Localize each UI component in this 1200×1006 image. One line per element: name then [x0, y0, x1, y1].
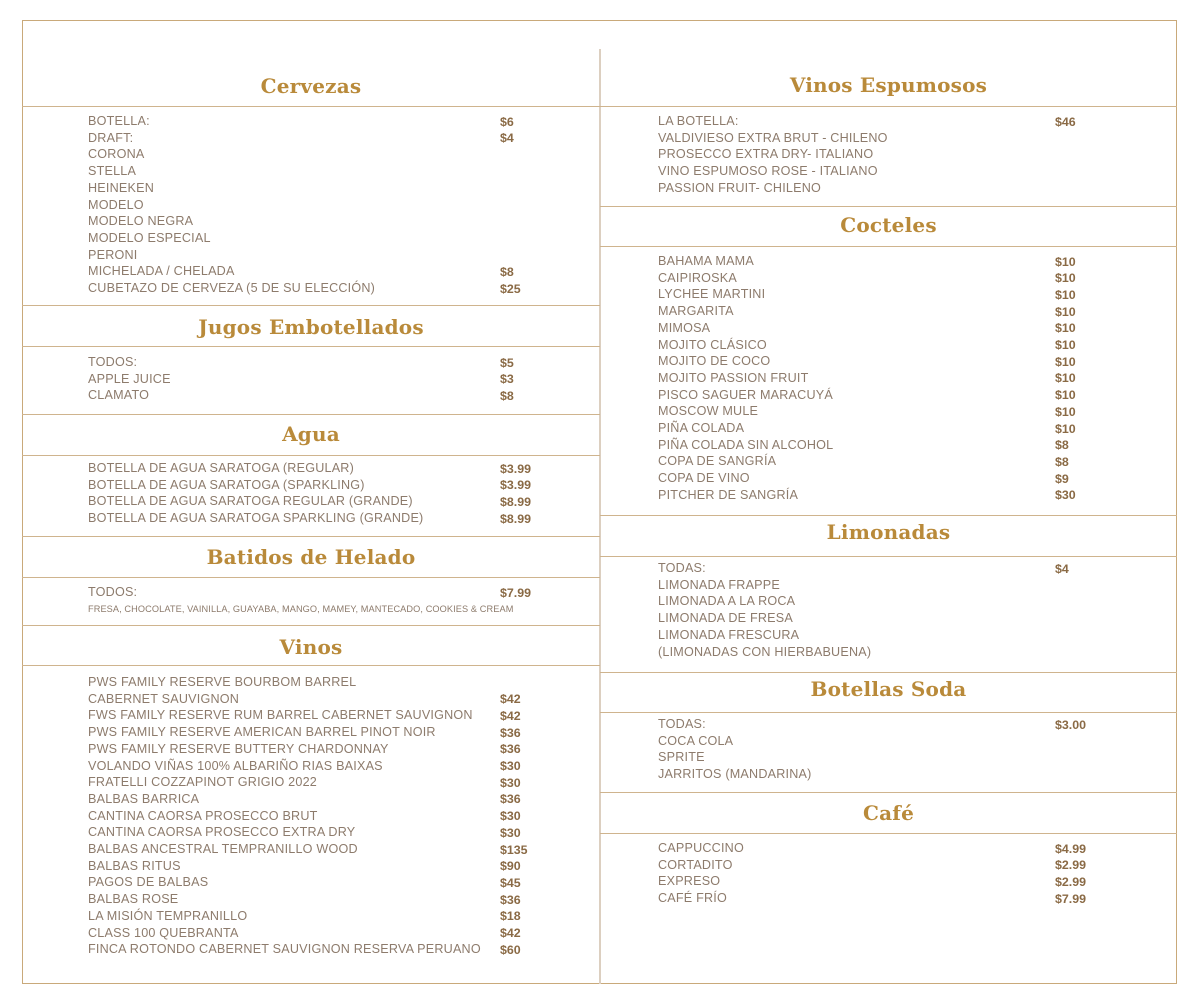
section-divider — [22, 346, 600, 347]
menu-item-price: $42 — [500, 692, 521, 707]
menu-item-price: $42 — [500, 926, 521, 940]
menu-item-name: FINCA ROTONDO CABERNET SAUVIGNON RESERVA PERUANO — [88, 942, 481, 957]
menu-item-price: $7.99 — [1055, 891, 1087, 906]
section-title-batidos: Batidos de Helado — [206, 545, 416, 569]
menu-item-name: PITCHER DE SANGRÍA — [658, 487, 799, 502]
menu-item-name: DRAFT: — [88, 130, 134, 145]
menu-item-name: APPLE JUICE — [88, 371, 171, 386]
section-divider — [600, 556, 1177, 557]
menu-item-price: $90 — [500, 859, 521, 874]
menu-item-name: BALBAS ANCESTRAL TEMPRANILLO WOOD — [88, 842, 358, 856]
menu-item-price: $10 — [1055, 287, 1076, 302]
menu-item-name: CLAMATO — [88, 388, 150, 403]
menu-item-name: EXPRESO — [658, 874, 721, 889]
menu-item-price: $30 — [500, 825, 521, 840]
menu-item-name: BOTELLA DE AGUA SARATOGA (SPARKLING) — [88, 477, 365, 492]
menu-item-name: CABERNET SAUVIGNON — [88, 691, 240, 706]
menu-item-price: $46 — [1055, 114, 1076, 129]
menu-item-name: MOJITO PASSION FRUIT — [658, 370, 809, 385]
menu-item-price: $10 — [1055, 304, 1076, 319]
menu-item-name: BOTELLA DE AGUA SARATOGA REGULAR (GRANDE) — [88, 494, 413, 509]
menu-item-price: $25 — [500, 281, 521, 296]
menu-item-price: $10 — [1055, 338, 1076, 352]
menu-item-price: $10 — [1055, 404, 1076, 419]
menu-item-name: COCA COLA — [658, 733, 734, 748]
menu-item-name: LYCHEE MARTINI — [658, 287, 766, 302]
menu-item-name: CORTADITO — [658, 857, 733, 872]
menu-item-price: $8.99 — [500, 494, 532, 509]
menu-item-name: MODELO ESPECIAL — [88, 230, 211, 245]
menu-item-name: FWS FAMILY RESERVE RUM BARREL CABERNET SAUVIGNON — [88, 708, 473, 723]
menu-item-price: $30 — [500, 775, 521, 790]
menu-item-name: SPRITE — [658, 750, 705, 765]
menu-item-name: MIMOSA — [658, 320, 711, 335]
menu-item-price: $135 — [500, 842, 528, 857]
section-divider — [22, 305, 600, 306]
menu-item-name: MODELO NEGRA — [88, 214, 194, 229]
menu-item-price: $3 — [500, 372, 514, 387]
menu-item-name: PWS FAMILY RESERVE BUTTERY CHARDONNAY — [88, 741, 389, 756]
menu-item-price: $30 — [1055, 488, 1076, 503]
menu-item-name: BALBAS RITUS — [88, 858, 181, 873]
menu-item-price: $8 — [1055, 454, 1069, 469]
menu-item-price: $36 — [500, 725, 521, 740]
menu-item-name: MOSCOW MULE — [658, 404, 759, 419]
menu-item-name: HEINEKEN — [88, 180, 154, 195]
menu-item-price: $5 — [500, 355, 514, 370]
menu-item-name: PIÑA COLADA SIN ALCOHOL — [658, 437, 834, 452]
menu-item-name: CAFÉ FRÍO — [658, 891, 727, 906]
menu-item-price: $8 — [500, 264, 514, 279]
menu-item-price: $2.99 — [1055, 858, 1087, 873]
menu-item-name: BALBAS BARRICA — [88, 791, 200, 806]
menu-item-name: PAGOS DE BALBAS — [88, 875, 209, 890]
menu-item-name: CANTINA CAORSA PROSECCO EXTRA DRY — [88, 825, 356, 840]
section-divider — [22, 414, 600, 415]
menu-item-name: VOLANDO VIÑAS 100% ALBARIÑO RIAS BAIXAS — [88, 758, 383, 773]
section-divider — [600, 246, 1177, 247]
section-divider — [22, 106, 600, 107]
menu-item-name: TODAS: — [658, 717, 706, 731]
menu-item-name: BOTELLA DE AGUA SARATOGA SPARKLING (GRANDE) — [88, 511, 424, 526]
menu-item-price: $3.99 — [500, 461, 532, 476]
menu-item-name: CAIPIROSKA — [658, 270, 737, 285]
menu-item-name: LA MISIÓN TEMPRANILLO — [88, 908, 248, 923]
menu-item-price: $45 — [500, 875, 521, 890]
section-divider — [22, 665, 600, 666]
menu-item-name: VINO ESPUMOSO ROSE - ITALIANO — [658, 164, 878, 179]
menu-item-price: $36 — [500, 792, 521, 807]
section-divider — [22, 577, 600, 578]
menu-item-name: PWS FAMILY RESERVE BOURBOM BARREL — [88, 675, 357, 689]
menu-item-name: BOTELLA DE AGUA SARATOGA (REGULAR) — [88, 461, 354, 475]
section-title-espumosos: Vinos Espumosos — [789, 73, 988, 97]
menu-item-name: LIMONADA A LA ROCA — [658, 594, 796, 609]
menu-item-price: $30 — [500, 809, 521, 824]
menu-item-name: PIÑA COLADA — [658, 421, 745, 435]
menu-item-price: $6 — [500, 114, 514, 129]
menu-item-name: COPA DE SANGRÍA — [658, 454, 777, 469]
menu-item-price: $36 — [500, 742, 521, 757]
menu-item-name: STELLA — [88, 164, 137, 179]
section-divider — [600, 106, 1177, 107]
menu-item-price: $4 — [500, 131, 514, 146]
menu-item-name: CLASS 100 QUEBRANTA — [88, 925, 239, 940]
menu-item-name: LIMONADA FRAPPE — [658, 577, 780, 592]
section-divider — [600, 515, 1177, 516]
menu-item-name: TODAS: — [658, 561, 706, 575]
section-title-soda: Botellas Soda — [810, 677, 967, 701]
menu-item-price: $60 — [500, 942, 521, 957]
menu-item-name: BALBAS ROSE — [88, 892, 179, 907]
section-title-agua: Agua — [282, 422, 340, 446]
section-divider — [600, 712, 1177, 713]
section-divider — [600, 672, 1177, 673]
batidos-flavors-note: FRESA, CHOCOLATE, VAINILLA, GUAYABA, MANGO, MAMEY, MANTECADO, COOKIES & CREAM — [88, 604, 514, 614]
menu-item-name: MICHELADA / CHELADA — [88, 264, 235, 279]
menu-item-name: MOJITO DE COCO — [658, 354, 771, 369]
menu-item-price: $9 — [1055, 471, 1069, 486]
menu-item-price: $3.99 — [500, 478, 532, 493]
menu-item-name: (LIMONADAS CON HIERBABUENA) — [658, 644, 872, 659]
menu-item-name: TODOS: — [88, 355, 138, 369]
menu-item-name: CANTINA CAORSA PROSECCO BRUT — [88, 808, 318, 823]
menu-item-name: MARGARITA — [658, 304, 734, 319]
section-title-cervezas: Cervezas — [260, 74, 362, 98]
menu-item-name: LA BOTELLA: — [658, 114, 739, 128]
menu-item-price: $4 — [1055, 561, 1069, 576]
menu-item-price: $18 — [500, 909, 521, 924]
menu-item-price: $10 — [1055, 321, 1076, 336]
section-title-cocteles: Cocteles — [840, 213, 937, 237]
menu-item-name: MODELO — [88, 197, 144, 212]
menu-item-name: LIMONADA FRESCURA — [658, 627, 800, 642]
section-title-limonadas: Limonadas — [826, 520, 951, 544]
section-divider — [22, 625, 600, 626]
section-title-vinos: Vinos — [279, 635, 343, 659]
menu-item-name: TODOS: — [88, 585, 138, 599]
section-divider — [22, 455, 600, 456]
section-title-cafe: Café — [862, 801, 914, 825]
section-divider — [22, 536, 600, 537]
menu-item-price: $8 — [500, 388, 514, 403]
menu-item-name: PASSION FRUIT- CHILENO — [658, 180, 822, 195]
menu-item-name: VALDIVIESO EXTRA BRUT - CHILENO — [658, 130, 888, 145]
menu-item-price: $36 — [500, 892, 521, 907]
menu-item-price: $10 — [1055, 388, 1076, 403]
menu-item-name: CUBETAZO DE CERVEZA (5 DE SU ELECCIÓN) — [88, 281, 376, 295]
menu-item-price: $3.00 — [1055, 717, 1087, 732]
menu-item-price: $10 — [1055, 371, 1076, 386]
menu-item-name: PWS FAMILY RESERVE AMERICAN BARREL PINOT NOIR — [88, 725, 436, 740]
section-divider — [600, 206, 1177, 207]
section-title-jugos: Jugos Embotellados — [198, 315, 424, 339]
menu-item-name: PROSECCO EXTRA DRY- ITALIANO — [658, 147, 874, 162]
menu-item-price: $42 — [500, 708, 521, 723]
column-divider — [599, 49, 601, 984]
menu-item-price: $2.99 — [1055, 874, 1087, 889]
section-divider — [600, 833, 1177, 834]
menu-item-name: BAHAMA MAMA — [658, 254, 754, 268]
menu-item-name: FRATELLI COZZAPINOT GRIGIO 2022 — [88, 775, 317, 790]
menu-item-name: JARRITOS (MANDARINA) — [658, 767, 812, 782]
menu-item-price: $30 — [500, 759, 521, 773]
menu-item-price: $10 — [1055, 271, 1076, 286]
menu-item-name: COPA DE VINO — [658, 471, 750, 486]
menu-item-price: $10 — [1055, 354, 1076, 369]
menu-item-name: PERONI — [88, 247, 138, 262]
menu-item-name: LIMONADA DE FRESA — [658, 611, 793, 626]
menu-item-name: MOJITO CLÁSICO — [658, 337, 767, 352]
menu-item-name: PISCO SAGUER MARACUYÁ — [658, 387, 833, 402]
menu-item-price: $8.99 — [500, 511, 532, 526]
menu-item-name: CORONA — [88, 147, 145, 162]
menu-item-name: BOTELLA: — [88, 114, 150, 128]
menu-item-price: $4.99 — [1055, 841, 1087, 856]
menu-item-price: $10 — [1055, 421, 1076, 436]
menu-item-price: $8 — [1055, 438, 1069, 453]
menu-item-price: $10 — [1055, 254, 1076, 269]
section-divider — [600, 792, 1177, 793]
menu-item-price: $7.99 — [500, 585, 532, 600]
menu-item-name: CAPPUCCINO — [658, 841, 744, 855]
